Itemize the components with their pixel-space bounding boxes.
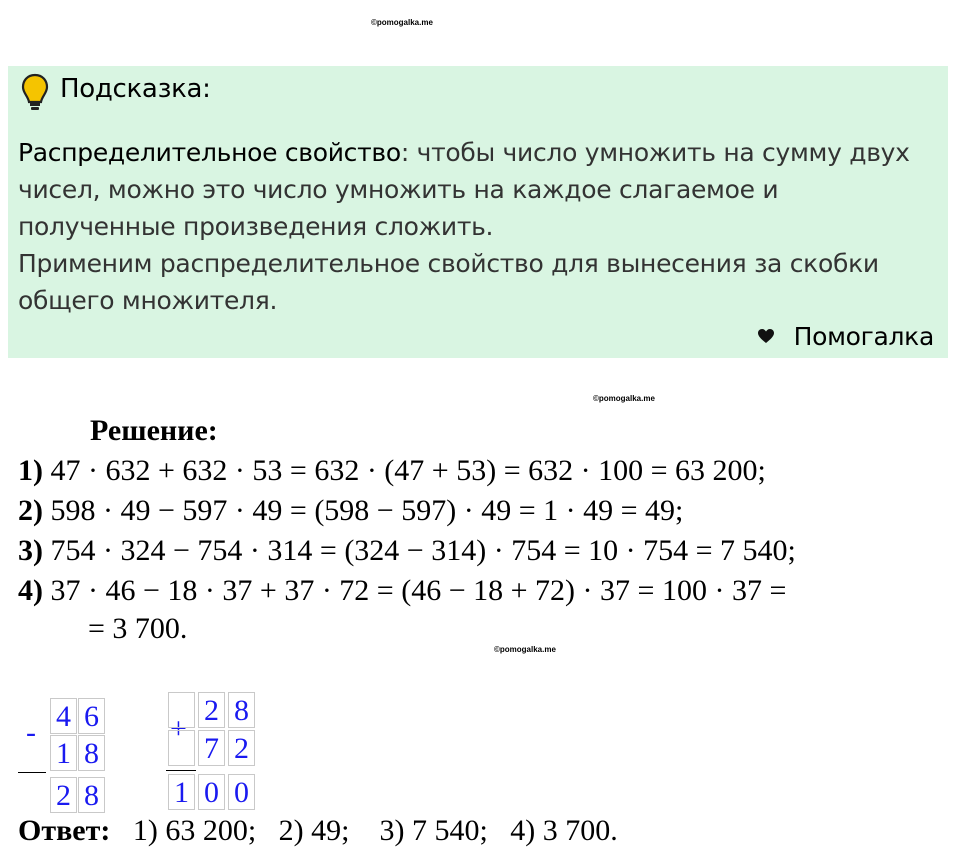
solution-line-4 [18,574,786,608]
hint-text-line1: : чтобы число умножить на сумму двух [400,138,910,167]
hint-text-line4: Применим распределительное свойство для вынесения за скобки [18,249,879,278]
digit-cell: 2 [198,692,225,728]
hint-text-line5: общего множителя. [18,286,278,315]
item-number: 1) [18,454,43,487]
hint-text-line3: полученные произведения сложить. [18,212,494,241]
digit-cell: 0 [198,774,225,810]
hint-text [18,134,938,319]
hint-text-line2: чисел, можно это число умножить на каждое слагаемое и [18,175,779,204]
lightbulb-icon [20,72,50,116]
minus-sign: - [26,716,36,749]
digit-cell: 8 [78,735,105,771]
hint-box [8,66,948,358]
digit-cell: 1 [50,735,77,771]
item-expression: 37 · 46 − 18 · 37 + 37 · 72 = (46 − 18 + 72) · 37 = 100 · 37 = [43,574,787,607]
item-number: 3) [18,534,43,567]
digit-cell [168,692,195,728]
watermark: ©pomogalka.me [494,645,556,654]
answer-values: 1) 63 200; 2) 49; 3) 7 540; 4) 3 700. [110,814,618,847]
solution-line-1 [18,454,766,488]
digit-cell: 1 [168,774,195,810]
answer-label: Ответ: [18,814,111,847]
answer-line [18,814,618,848]
digit-cell: 8 [78,777,105,813]
brand-label: Помогалка [793,322,934,351]
plus-sign: + [170,712,187,745]
digit-cell [168,730,195,766]
digit-cell: 2 [50,777,77,813]
solution-line-4-continuation: = 3 700. [88,612,188,645]
digit-cell: 4 [50,698,77,734]
digit-cell: 8 [228,692,255,728]
hint-title: Подсказка: [60,74,211,104]
hint-term: Распределительное свойство [18,138,401,167]
digit-cell: 7 [198,730,225,766]
solution-title: Решение: [90,414,218,447]
digit-cell: 6 [78,698,105,734]
digit-cell: 2 [228,730,255,766]
item-expression: 47 · 632 + 632 · 53 = 632 · (47 + 53) = 632 · 100 = 63 200; [43,454,766,487]
item-number: 2) [18,494,43,527]
item-expression: 754 · 324 − 754 · 314 = (324 − 314) · 754 = 10 · 754 = 7 540; [43,534,796,567]
solution-line-2 [18,494,683,528]
watermark: ©pomogalka.me [371,18,433,27]
solution-line-3 [18,534,796,568]
item-number: 4) [18,574,43,607]
item-expression: 598 · 49 − 597 · 49 = (598 − 597) · 49 = 1 · 49 = 49; [43,494,684,527]
watermark: ©pomogalka.me [593,394,655,403]
result-line [18,772,46,773]
result-line [166,770,196,771]
heart-icon [757,328,775,348]
digit-cell: 0 [228,774,255,810]
